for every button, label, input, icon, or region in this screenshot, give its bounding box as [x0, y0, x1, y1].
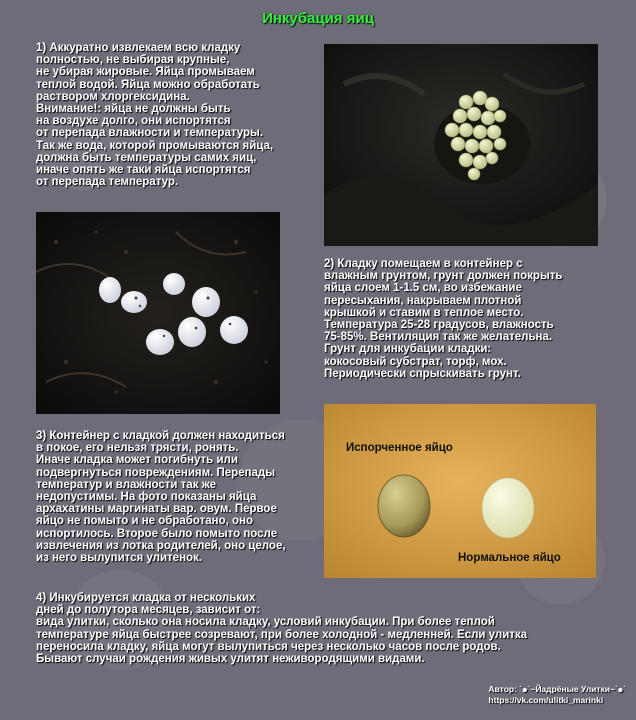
step2-line: Грунт для инкубации кладки: — [324, 343, 492, 356]
step4-line: переносила кладку, яйца могут вылупиться через несколько часов после родов. — [36, 640, 501, 653]
step2-line: яйца слоем 1-1.5 см, во избежание — [324, 282, 522, 295]
step1-line: на воздухе долго, они испортятся — [36, 115, 231, 128]
step3-line: температур и влажности так же — [36, 478, 217, 491]
author-credit — [488, 684, 626, 706]
spoiled-egg-label: Испорченное яйцо — [346, 442, 453, 454]
step1-line: Так же вода, которой промываются яйца, — [36, 139, 274, 152]
step3-line: испортилось. Второе было помыто после — [36, 527, 278, 540]
step4-line: вида улитки, сколько она носила кладку, условий инкубации. При более теплой — [36, 616, 495, 629]
step1-line: от перепада влажности и температуры. — [36, 127, 264, 140]
step3-text — [36, 430, 286, 564]
step1-line: 1) Аккуратно извлекаем всю кладку — [36, 42, 241, 54]
step2-line: кокосовый субстрат, торф, мох. — [324, 355, 507, 368]
step2-line: крышкой и ставим в теплое место. — [324, 306, 524, 319]
step3-line: в покое, его нельзя трясти, ронять. — [36, 442, 239, 455]
step4-line: дней до полутора месяцев, зависит от: — [36, 604, 261, 617]
step3-line: подвергнуться повреждениям. Перепады — [36, 466, 276, 479]
photo-clutch-in-soil — [324, 44, 598, 246]
step4-line: Бывают случаи рождения живых улитят неживородящими видами. — [36, 653, 425, 666]
step4-line: температуре яйца быстрее созревают, при более холодной - медленней. Если улитка — [36, 628, 528, 641]
normal-egg-label: Нормальное яйцо — [458, 552, 561, 564]
step2-text — [324, 258, 563, 380]
step4-text — [36, 592, 527, 665]
author-url[interactable]: https://vk.com/ulitki_marinki — [488, 695, 604, 705]
step3-line: архахатины маргинаты вар. овум. Первое — [36, 503, 277, 516]
step3-line: яйцо не помыто и не обработано, оно — [36, 515, 254, 528]
step2-line: Температура 25-28 градусов, влажность — [324, 319, 554, 332]
step3-line: извлечения из лотка родителей, оно целое, — [36, 539, 286, 552]
step3-line: из него вылупится улитенок. — [36, 552, 202, 565]
step3-line: Иначе кладка может погибнуть или — [36, 454, 238, 467]
step1-line: иначе опять же таки яйца испортятся — [36, 164, 251, 177]
step1-line: полностью, не выбирая крупные, — [36, 54, 230, 67]
step2-line: влажным грунтом, грунт должен покрыть — [324, 270, 563, 283]
step2-line: 75-85%. Вентиляция так же желательна. — [324, 331, 553, 344]
step2-line: Периодически спрыскивать грунт. — [324, 367, 521, 380]
step1-line: раствором хлоргексидина. — [36, 90, 190, 103]
step3-line: недопустимы. На фото показаны яйца — [36, 491, 257, 504]
step1-line: теплой водой. Яйца можно обработать — [36, 78, 260, 91]
author-name: Автор: `๑`~Йадрёные Улитки~`๑` — [488, 684, 626, 694]
step1-line: от перепада температур. — [36, 176, 179, 189]
step1-text — [36, 42, 273, 188]
step2-line: пересыхания, накрываем плотной — [324, 294, 522, 307]
page-title: Инкубация яиц — [262, 10, 374, 27]
step3-line: 3) Контейнер с кладкой должен находиться — [36, 430, 285, 442]
step4-line: 4) Инкубируется кладка от нескольких — [36, 592, 256, 604]
step2-line: 2) Кладку помещаем в контейнер с — [324, 258, 523, 270]
step1-line: не убирая жировые. Яйца промываем — [36, 66, 255, 79]
step1-line: должна быть температуры самих яиц, — [36, 151, 257, 164]
step1-line: Внимание!: яйца не должны быть — [36, 103, 231, 116]
photo-egg-comparison — [324, 404, 596, 578]
photo-eggs-on-substrate — [36, 212, 280, 414]
